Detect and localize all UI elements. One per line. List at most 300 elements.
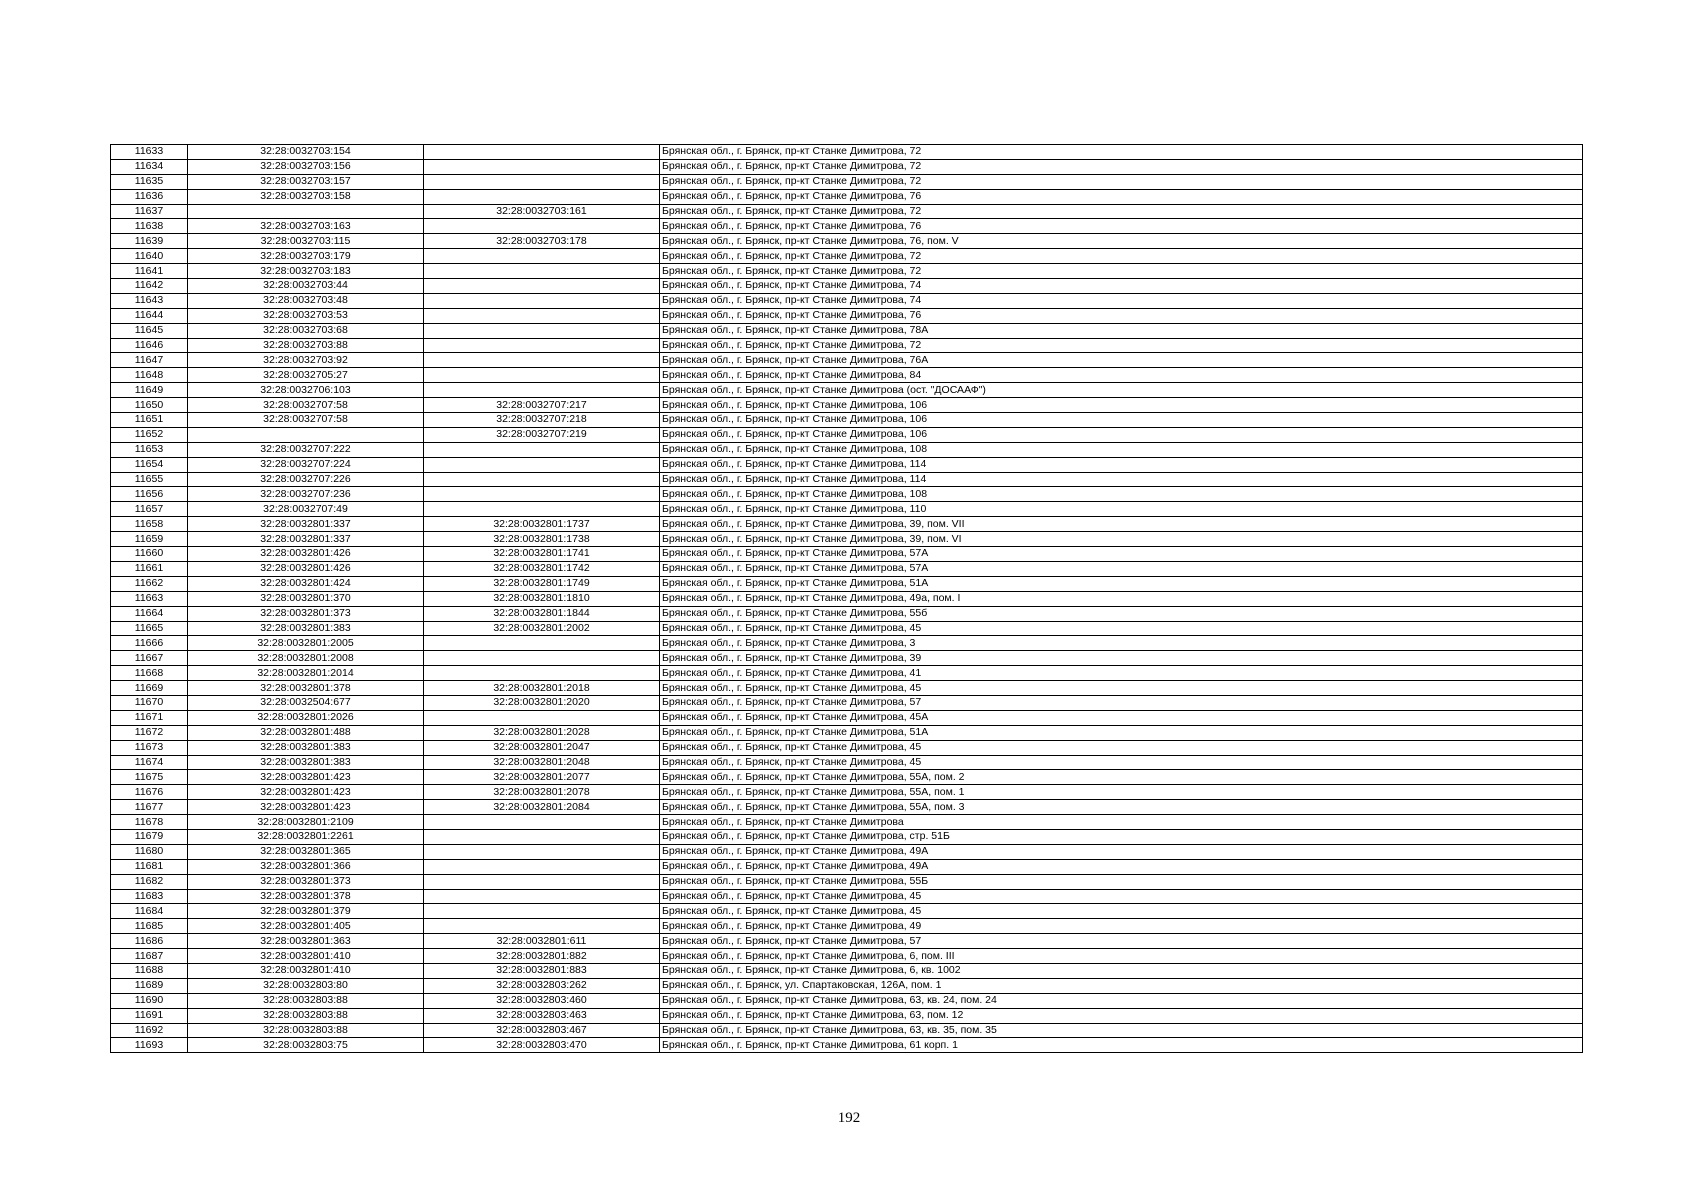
address-cell: Брянская обл., г. Брянск, пр-кт Станке Димитрова, 106	[660, 413, 1583, 428]
row-number-cell: 11683	[111, 889, 188, 904]
address-cell: Брянская обл., г. Брянск, пр-кт Станке Димитрова, 108	[660, 487, 1583, 502]
cadastral-number-cell: 32:28:0032801:488	[188, 725, 424, 740]
related-cadastral-number-cell: 32:28:0032803:470	[424, 1038, 660, 1053]
table-row	[111, 844, 1583, 859]
related-cadastral-number-cell: 32:28:0032801:1741	[424, 547, 660, 562]
table-row	[111, 204, 1583, 219]
related-cadastral-number-cell	[424, 457, 660, 472]
row-number-cell: 11677	[111, 800, 188, 815]
cadastral-number-cell: 32:28:0032801:379	[188, 904, 424, 919]
address-cell: Брянская обл., г. Брянск, пр-кт Станке Димитрова, 39, пом. VII	[660, 517, 1583, 532]
cadastral-number-cell: 32:28:0032801:370	[188, 591, 424, 606]
related-cadastral-number-cell: 32:28:0032803:467	[424, 1023, 660, 1038]
address-cell: Брянская обл., г. Брянск, пр-кт Станке Димитрова, 51А	[660, 576, 1583, 591]
related-cadastral-number-cell	[424, 904, 660, 919]
row-number-cell: 11651	[111, 413, 188, 428]
row-number-cell: 11645	[111, 323, 188, 338]
row-number-cell: 11663	[111, 591, 188, 606]
related-cadastral-number-cell: 32:28:0032801:2084	[424, 800, 660, 815]
related-cadastral-number-cell	[424, 815, 660, 830]
related-cadastral-number-cell	[424, 249, 660, 264]
related-cadastral-number-cell	[424, 338, 660, 353]
row-number-cell: 11668	[111, 666, 188, 681]
address-cell: Брянская обл., г. Брянск, пр-кт Станке Димитрова, 57	[660, 695, 1583, 710]
cadastral-number-cell: 32:28:0032703:48	[188, 293, 424, 308]
address-cell: Брянская обл., г. Брянск, пр-кт Станке Димитрова, 45	[660, 889, 1583, 904]
address-cell: Брянская обл., г. Брянск, пр-кт Станке Димитрова, 57А	[660, 547, 1583, 562]
address-cell: Брянская обл., г. Брянск, пр-кт Станке Димитрова, 55б	[660, 606, 1583, 621]
table-row	[111, 532, 1583, 547]
related-cadastral-number-cell	[424, 859, 660, 874]
cadastral-number-cell: 32:28:0032801:378	[188, 889, 424, 904]
cadastral-number-cell: 32:28:0032801:383	[188, 740, 424, 755]
row-number-cell: 11654	[111, 457, 188, 472]
address-cell: Брянская обл., г. Брянск, пр-кт Станке Димитрова, 72	[660, 264, 1583, 279]
cadastral-number-cell: 32:28:0032707:58	[188, 398, 424, 413]
cadastral-number-cell: 32:28:0032703:115	[188, 234, 424, 249]
address-cell: Брянская обл., г. Брянск, пр-кт Станке Димитрова, 76	[660, 308, 1583, 323]
related-cadastral-number-cell	[424, 145, 660, 160]
address-cell: Брянская обл., г. Брянск, пр-кт Станке Димитрова, 78А	[660, 323, 1583, 338]
table-row	[111, 904, 1583, 919]
address-cell: Брянская обл., г. Брянск, пр-кт Станке Димитрова, 45	[660, 621, 1583, 636]
related-cadastral-number-cell	[424, 293, 660, 308]
cadastral-number-cell: 32:28:0032801:2261	[188, 829, 424, 844]
related-cadastral-number-cell: 32:28:0032703:178	[424, 234, 660, 249]
row-number-cell: 11661	[111, 561, 188, 576]
cadastral-number-cell: 32:28:0032801:2014	[188, 666, 424, 681]
table-row	[111, 993, 1583, 1008]
address-cell: Брянская обл., г. Брянск, пр-кт Станке Димитрова, 108	[660, 442, 1583, 457]
related-cadastral-number-cell: 32:28:0032801:2048	[424, 755, 660, 770]
table-row	[111, 413, 1583, 428]
table-row	[111, 353, 1583, 368]
table-row	[111, 770, 1583, 785]
table-row	[111, 919, 1583, 934]
related-cadastral-number-cell	[424, 383, 660, 398]
table-row	[111, 427, 1583, 442]
address-cell: Брянская обл., г. Брянск, пр-кт Станке Димитрова, 72	[660, 338, 1583, 353]
table-row	[111, 785, 1583, 800]
address-cell: Брянская обл., г. Брянск, пр-кт Станке Димитрова, 76А	[660, 353, 1583, 368]
table-row	[111, 666, 1583, 681]
table-row	[111, 1023, 1583, 1038]
address-cell: Брянская обл., г. Брянск, пр-кт Станке Димитрова	[660, 815, 1583, 830]
address-cell: Брянская обл., г. Брянск, пр-кт Станке Димитрова, 114	[660, 472, 1583, 487]
cadastral-number-cell: 32:28:0032703:183	[188, 264, 424, 279]
table-row	[111, 695, 1583, 710]
related-cadastral-number-cell	[424, 368, 660, 383]
address-cell: Брянская обл., г. Брянск, пр-кт Станке Димитрова, 76	[660, 189, 1583, 204]
row-number-cell: 11644	[111, 308, 188, 323]
cadastral-number-cell: 32:28:0032703:88	[188, 338, 424, 353]
row-number-cell: 11640	[111, 249, 188, 264]
address-cell: Брянская обл., г. Брянск, пр-кт Станке Димитрова, 106	[660, 427, 1583, 442]
cadastral-number-cell: 32:28:0032703:156	[188, 159, 424, 174]
table-row	[111, 279, 1583, 294]
table-row	[111, 889, 1583, 904]
address-cell: Брянская обл., г. Брянск, пр-кт Станке Димитрова, 110	[660, 502, 1583, 517]
related-cadastral-number-cell	[424, 636, 660, 651]
table-row	[111, 264, 1583, 279]
table-row	[111, 457, 1583, 472]
related-cadastral-number-cell	[424, 353, 660, 368]
table-row	[111, 621, 1583, 636]
address-cell: Брянская обл., г. Брянск, пр-кт Станке Димитрова, 106	[660, 398, 1583, 413]
table-row	[111, 561, 1583, 576]
address-cell: Брянская обл., г. Брянск, пр-кт Станке Димитрова, 39, пом. VI	[660, 532, 1583, 547]
table-row	[111, 725, 1583, 740]
table-row	[111, 502, 1583, 517]
related-cadastral-number-cell: 32:28:0032801:611	[424, 934, 660, 949]
table-row	[111, 308, 1583, 323]
cadastral-number-cell: 32:28:0032801:373	[188, 606, 424, 621]
address-cell: Брянская обл., г. Брянск, пр-кт Станке Димитрова, 72	[660, 204, 1583, 219]
cadastral-number-cell	[188, 427, 424, 442]
related-cadastral-number-cell: 32:28:0032707:217	[424, 398, 660, 413]
address-cell: Брянская обл., г. Брянск, ул. Спартаковская, 126А, пом. 1	[660, 978, 1583, 993]
cadastral-number-cell: 32:28:0032801:337	[188, 517, 424, 532]
address-cell: Брянская обл., г. Брянск, пр-кт Станке Димитрова, 45	[660, 681, 1583, 696]
row-number-cell: 11648	[111, 368, 188, 383]
address-cell: Брянская обл., г. Брянск, пр-кт Станке Димитрова, 49	[660, 919, 1583, 934]
cadastral-number-cell: 32:28:0032504:677	[188, 695, 424, 710]
address-cell: Брянская обл., г. Брянск, пр-кт Станке Димитрова, 114	[660, 457, 1583, 472]
cadastral-number-cell: 32:28:0032801:2008	[188, 651, 424, 666]
address-cell: Брянская обл., г. Брянск, пр-кт Станке Димитрова, 55Б	[660, 874, 1583, 889]
cadastral-number-cell: 32:28:0032801:410	[188, 949, 424, 964]
related-cadastral-number-cell	[424, 279, 660, 294]
cadastral-number-cell: 32:28:0032801:426	[188, 547, 424, 562]
address-cell: Брянская обл., г. Брянск, пр-кт Станке Димитрова, 63, кв. 35, пом. 35	[660, 1023, 1583, 1038]
row-number-cell: 11681	[111, 859, 188, 874]
row-number-cell: 11639	[111, 234, 188, 249]
related-cadastral-number-cell	[424, 829, 660, 844]
cadastral-number-cell: 32:28:0032707:49	[188, 502, 424, 517]
cadastral-number-cell: 32:28:0032707:226	[188, 472, 424, 487]
address-cell: Брянская обл., г. Брянск, пр-кт Станке Димитрова, 55А, пом. 2	[660, 770, 1583, 785]
table-row	[111, 1038, 1583, 1053]
related-cadastral-number-cell	[424, 710, 660, 725]
table-row	[111, 978, 1583, 993]
table-row	[111, 323, 1583, 338]
cadastral-number-cell: 32:28:0032801:405	[188, 919, 424, 934]
cadastral-number-cell: 32:28:0032801:423	[188, 800, 424, 815]
address-cell: Брянская обл., г. Брянск, пр-кт Станке Димитрова, 76	[660, 219, 1583, 234]
table-row	[111, 234, 1583, 249]
table-row	[111, 338, 1583, 353]
related-cadastral-number-cell: 32:28:0032801:882	[424, 949, 660, 964]
cadastral-number-cell: 32:28:0032706:103	[188, 383, 424, 398]
cadastral-number-cell: 32:28:0032801:366	[188, 859, 424, 874]
address-cell: Брянская обл., г. Брянск, пр-кт Станке Димитрова, 45	[660, 740, 1583, 755]
row-number-cell: 11657	[111, 502, 188, 517]
row-number-cell: 11692	[111, 1023, 188, 1038]
cadastral-number-cell: 32:28:0032803:75	[188, 1038, 424, 1053]
row-number-cell: 11652	[111, 427, 188, 442]
cadastral-number-cell: 32:28:0032703:154	[188, 145, 424, 160]
cadastral-number-cell: 32:28:0032703:68	[188, 323, 424, 338]
cadastral-number-cell: 32:28:0032801:373	[188, 874, 424, 889]
cadastral-number-cell: 32:28:0032801:383	[188, 621, 424, 636]
related-cadastral-number-cell: 32:28:0032801:1742	[424, 561, 660, 576]
related-cadastral-number-cell: 32:28:0032801:2020	[424, 695, 660, 710]
row-number-cell: 11678	[111, 815, 188, 830]
related-cadastral-number-cell	[424, 323, 660, 338]
related-cadastral-number-cell	[424, 487, 660, 502]
address-cell: Брянская обл., г. Брянск, пр-кт Станке Димитрова, 6, кв. 1002	[660, 963, 1583, 978]
table-row	[111, 949, 1583, 964]
row-number-cell: 11664	[111, 606, 188, 621]
cadastral-number-cell: 32:28:0032803:88	[188, 993, 424, 1008]
row-number-cell: 11647	[111, 353, 188, 368]
row-number-cell: 11684	[111, 904, 188, 919]
table-row	[111, 710, 1583, 725]
address-cell: Брянская обл., г. Брянск, пр-кт Станке Димитрова, 49А	[660, 859, 1583, 874]
row-number-cell: 11671	[111, 710, 188, 725]
address-cell: Брянская обл., г. Брянск, пр-кт Станке Димитрова, 63, кв. 24, пом. 24	[660, 993, 1583, 1008]
table-row	[111, 517, 1583, 532]
cadastral-table	[110, 144, 1583, 1053]
address-cell: Брянская обл., г. Брянск, пр-кт Станке Димитрова, 49А	[660, 844, 1583, 859]
table-row	[111, 1008, 1583, 1023]
address-cell: Брянская обл., г. Брянск, пр-кт Станке Димитрова, 45	[660, 904, 1583, 919]
cadastral-number-cell: 32:28:0032703:179	[188, 249, 424, 264]
related-cadastral-number-cell: 32:28:0032803:262	[424, 978, 660, 993]
table-row	[111, 547, 1583, 562]
row-number-cell: 11670	[111, 695, 188, 710]
related-cadastral-number-cell	[424, 874, 660, 889]
table-row	[111, 442, 1583, 457]
address-cell: Брянская обл., г. Брянск, пр-кт Станке Димитрова, 72	[660, 145, 1583, 160]
row-number-cell: 11637	[111, 204, 188, 219]
row-number-cell: 11662	[111, 576, 188, 591]
cadastral-number-cell	[188, 204, 424, 219]
row-number-cell: 11686	[111, 934, 188, 949]
cadastral-number-cell: 32:28:0032801:423	[188, 785, 424, 800]
table-row	[111, 963, 1583, 978]
cadastral-number-cell: 32:28:0032803:88	[188, 1023, 424, 1038]
related-cadastral-number-cell	[424, 442, 660, 457]
cadastral-number-cell: 32:28:0032801:2005	[188, 636, 424, 651]
row-number-cell: 11669	[111, 681, 188, 696]
related-cadastral-number-cell: 32:28:0032801:1810	[424, 591, 660, 606]
row-number-cell: 11682	[111, 874, 188, 889]
cadastral-number-cell: 32:28:0032801:383	[188, 755, 424, 770]
row-number-cell: 11659	[111, 532, 188, 547]
table-row	[111, 174, 1583, 189]
table-row	[111, 472, 1583, 487]
table-row	[111, 591, 1583, 606]
table-row	[111, 636, 1583, 651]
address-cell: Брянская обл., г. Брянск, пр-кт Станке Димитрова, 3	[660, 636, 1583, 651]
cadastral-number-cell: 32:28:0032801:410	[188, 963, 424, 978]
table-row	[111, 740, 1583, 755]
row-number-cell: 11674	[111, 755, 188, 770]
row-number-cell: 11635	[111, 174, 188, 189]
related-cadastral-number-cell: 32:28:0032801:2028	[424, 725, 660, 740]
cadastral-number-cell: 32:28:0032801:337	[188, 532, 424, 547]
related-cadastral-number-cell: 32:28:0032803:460	[424, 993, 660, 1008]
address-cell: Брянская обл., г. Брянск, пр-кт Станке Димитрова, 74	[660, 279, 1583, 294]
related-cadastral-number-cell: 32:28:0032801:2078	[424, 785, 660, 800]
row-number-cell: 11642	[111, 279, 188, 294]
row-number-cell: 11666	[111, 636, 188, 651]
row-number-cell: 11693	[111, 1038, 188, 1053]
table-row	[111, 576, 1583, 591]
related-cadastral-number-cell	[424, 472, 660, 487]
table-row	[111, 219, 1583, 234]
address-cell: Брянская обл., г. Брянск, пр-кт Станке Димитрова, 49а, пом. I	[660, 591, 1583, 606]
related-cadastral-number-cell: 32:28:0032801:2077	[424, 770, 660, 785]
cadastral-number-cell: 32:28:0032803:80	[188, 978, 424, 993]
address-cell: Брянская обл., г. Брянск, пр-кт Станке Димитрова (ост. "ДОСААФ")	[660, 383, 1583, 398]
row-number-cell: 11638	[111, 219, 188, 234]
row-number-cell: 11634	[111, 159, 188, 174]
row-number-cell: 11687	[111, 949, 188, 964]
table-row	[111, 145, 1583, 160]
address-cell: Брянская обл., г. Брянск, пр-кт Станке Димитрова, 39	[660, 651, 1583, 666]
table-row	[111, 398, 1583, 413]
address-cell: Брянская обл., г. Брянск, пр-кт Станке Димитрова, 84	[660, 368, 1583, 383]
related-cadastral-number-cell	[424, 189, 660, 204]
address-cell: Брянская обл., г. Брянск, пр-кт Станке Димитрова, 72	[660, 174, 1583, 189]
cadastral-number-cell: 32:28:0032705:27	[188, 368, 424, 383]
row-number-cell: 11685	[111, 919, 188, 934]
row-number-cell: 11655	[111, 472, 188, 487]
cadastral-number-cell: 32:28:0032801:365	[188, 844, 424, 859]
related-cadastral-number-cell	[424, 264, 660, 279]
cadastral-number-cell: 32:28:0032803:88	[188, 1008, 424, 1023]
row-number-cell: 11679	[111, 829, 188, 844]
row-number-cell: 11676	[111, 785, 188, 800]
related-cadastral-number-cell: 32:28:0032803:463	[424, 1008, 660, 1023]
table-row	[111, 800, 1583, 815]
cadastral-number-cell: 32:28:0032703:53	[188, 308, 424, 323]
table-row	[111, 934, 1583, 949]
address-cell: Брянская обл., г. Брянск, пр-кт Станке Димитрова, 72	[660, 159, 1583, 174]
cadastral-number-cell: 32:28:0032801:2109	[188, 815, 424, 830]
related-cadastral-number-cell	[424, 174, 660, 189]
row-number-cell: 11636	[111, 189, 188, 204]
address-cell: Брянская обл., г. Брянск, пр-кт Станке Димитрова, 72	[660, 249, 1583, 264]
table-row	[111, 755, 1583, 770]
related-cadastral-number-cell	[424, 159, 660, 174]
table-row	[111, 815, 1583, 830]
cadastral-number-cell: 32:28:0032707:222	[188, 442, 424, 457]
related-cadastral-number-cell: 32:28:0032707:219	[424, 427, 660, 442]
related-cadastral-number-cell	[424, 844, 660, 859]
address-cell: Брянская обл., г. Брянск, пр-кт Станке Димитрова, 45	[660, 755, 1583, 770]
cadastral-number-cell: 32:28:0032703:44	[188, 279, 424, 294]
row-number-cell: 11667	[111, 651, 188, 666]
row-number-cell: 11658	[111, 517, 188, 532]
row-number-cell: 11691	[111, 1008, 188, 1023]
related-cadastral-number-cell: 32:28:0032801:883	[424, 963, 660, 978]
related-cadastral-number-cell: 32:28:0032801:2002	[424, 621, 660, 636]
table-row	[111, 249, 1583, 264]
row-number-cell: 11633	[111, 145, 188, 160]
related-cadastral-number-cell: 32:28:0032707:218	[424, 413, 660, 428]
row-number-cell: 11656	[111, 487, 188, 502]
related-cadastral-number-cell: 32:28:0032801:1737	[424, 517, 660, 532]
row-number-cell: 11649	[111, 383, 188, 398]
table-row	[111, 651, 1583, 666]
related-cadastral-number-cell: 32:28:0032801:2018	[424, 681, 660, 696]
table-row	[111, 368, 1583, 383]
related-cadastral-number-cell	[424, 919, 660, 934]
cadastral-number-cell: 32:28:0032801:2026	[188, 710, 424, 725]
table-row	[111, 681, 1583, 696]
related-cadastral-number-cell: 32:28:0032801:1738	[424, 532, 660, 547]
related-cadastral-number-cell: 32:28:0032801:1749	[424, 576, 660, 591]
row-number-cell: 11689	[111, 978, 188, 993]
address-cell: Брянская обл., г. Брянск, пр-кт Станке Димитрова, 57А	[660, 561, 1583, 576]
row-number-cell: 11653	[111, 442, 188, 457]
address-cell: Брянская обл., г. Брянск, пр-кт Станке Димитрова, 74	[660, 293, 1583, 308]
cadastral-number-cell: 32:28:0032801:378	[188, 681, 424, 696]
row-number-cell: 11660	[111, 547, 188, 562]
row-number-cell: 11673	[111, 740, 188, 755]
cadastral-number-cell: 32:28:0032707:224	[188, 457, 424, 472]
row-number-cell: 11643	[111, 293, 188, 308]
related-cadastral-number-cell	[424, 308, 660, 323]
table-row	[111, 159, 1583, 174]
row-number-cell: 11688	[111, 963, 188, 978]
table-row	[111, 829, 1583, 844]
table-row	[111, 383, 1583, 398]
cadastral-number-cell: 32:28:0032707:58	[188, 413, 424, 428]
row-number-cell: 11641	[111, 264, 188, 279]
cadastral-number-cell: 32:28:0032703:163	[188, 219, 424, 234]
address-cell: Брянская обл., г. Брянск, пр-кт Станке Димитрова, 61 корп. 1	[660, 1038, 1583, 1053]
table-row	[111, 874, 1583, 889]
related-cadastral-number-cell: 32:28:0032703:161	[424, 204, 660, 219]
page-number: 192	[837, 1110, 861, 1126]
related-cadastral-number-cell: 32:28:0032801:1844	[424, 606, 660, 621]
cadastral-number-cell: 32:28:0032703:157	[188, 174, 424, 189]
address-cell: Брянская обл., г. Брянск, пр-кт Станке Димитрова, 57	[660, 934, 1583, 949]
address-cell: Брянская обл., г. Брянск, пр-кт Станке Димитрова, 63, пом. 12	[660, 1008, 1583, 1023]
cadastral-number-cell: 32:28:0032801:423	[188, 770, 424, 785]
cadastral-number-cell: 32:28:0032703:92	[188, 353, 424, 368]
related-cadastral-number-cell	[424, 666, 660, 681]
address-cell: Брянская обл., г. Брянск, пр-кт Станке Димитрова, стр. 51Б	[660, 829, 1583, 844]
address-cell: Брянская обл., г. Брянск, пр-кт Станке Димитрова, 55А, пом. 3	[660, 800, 1583, 815]
address-cell: Брянская обл., г. Брянск, пр-кт Станке Димитрова, 76, пом. V	[660, 234, 1583, 249]
address-cell: Брянская обл., г. Брянск, пр-кт Станке Димитрова, 45А	[660, 710, 1583, 725]
table-body	[111, 145, 1583, 1053]
related-cadastral-number-cell	[424, 502, 660, 517]
row-number-cell: 11665	[111, 621, 188, 636]
cadastral-number-cell: 32:28:0032703:158	[188, 189, 424, 204]
cadastral-number-cell: 32:28:0032801:426	[188, 561, 424, 576]
address-cell: Брянская обл., г. Брянск, пр-кт Станке Димитрова, 41	[660, 666, 1583, 681]
related-cadastral-number-cell	[424, 889, 660, 904]
address-cell: Брянская обл., г. Брянск, пр-кт Станке Димитрова, 51А	[660, 725, 1583, 740]
row-number-cell: 11680	[111, 844, 188, 859]
cadastral-number-cell: 32:28:0032707:236	[188, 487, 424, 502]
related-cadastral-number-cell	[424, 651, 660, 666]
table-row	[111, 189, 1583, 204]
cadastral-number-cell: 32:28:0032801:424	[188, 576, 424, 591]
related-cadastral-number-cell: 32:28:0032801:2047	[424, 740, 660, 755]
row-number-cell: 11650	[111, 398, 188, 413]
cadastral-number-cell: 32:28:0032801:363	[188, 934, 424, 949]
table-row	[111, 859, 1583, 874]
address-cell: Брянская обл., г. Брянск, пр-кт Станке Димитрова, 55А, пом. 1	[660, 785, 1583, 800]
address-cell: Брянская обл., г. Брянск, пр-кт Станке Димитрова, 6, пом. III	[660, 949, 1583, 964]
